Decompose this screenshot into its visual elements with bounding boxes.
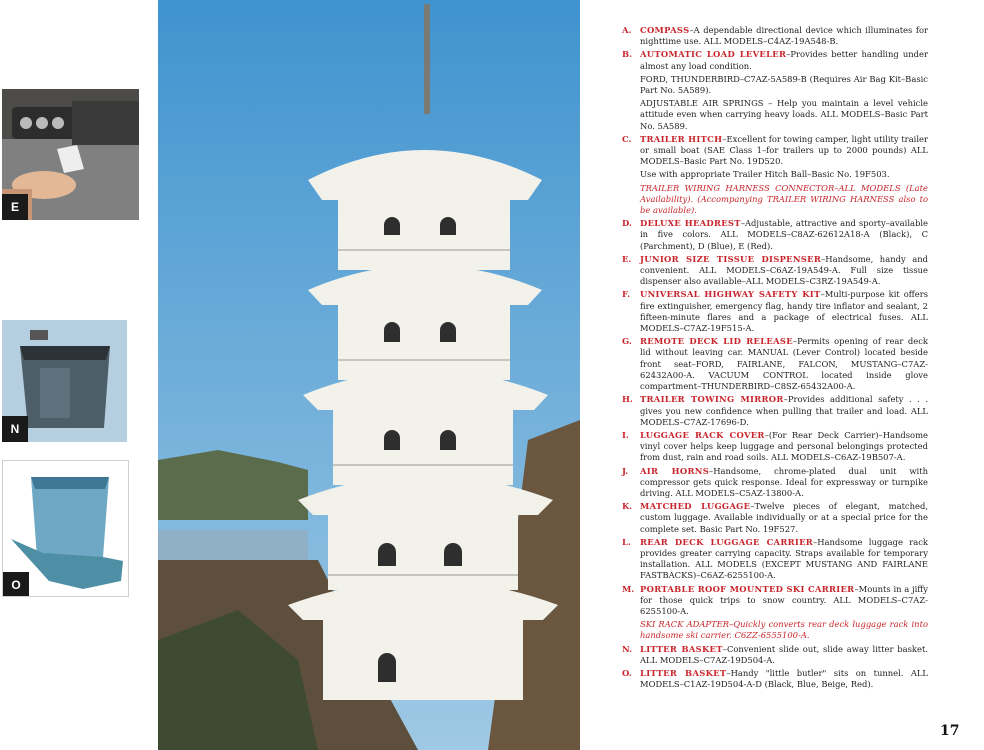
entry-title: JUNIOR SIZE TISSUE DISPENSER [640, 253, 822, 264]
accessory-list [622, 25, 928, 692]
accessory-entry [622, 584, 928, 642]
entry-title: AUTOMATIC LOAD LEVELER [640, 49, 787, 60]
entry-title: LUGGAGE RACK COVER [640, 429, 765, 440]
accessory-entry [622, 644, 928, 666]
entry-description: –Provides better handling under almost any load condition. [640, 49, 928, 71]
entry-description: –Convenient slide out, slide away litter basket. ALL MODELS–C7AZ-19D504-A. [640, 643, 928, 665]
entry-description: –Mounts in a jiffy for those quick trips to snow country. ALL MODELS–C7AZ-6255100-A. [640, 583, 928, 616]
entry-letter: D. [622, 218, 632, 229]
pagoda-illustration [158, 0, 580, 750]
entry-description: –A dependable directional device which illuminates for nighttime use. ALL MODELS–C4AZ-19A548-B. [640, 25, 928, 47]
entry-title: REMOTE DECK LID RELEASE [640, 336, 793, 347]
accessory-entry [622, 134, 928, 216]
entry-letter: A. [622, 25, 632, 35]
entry-letter: J. [622, 465, 629, 476]
entry-title: LITTER BASKET [640, 667, 727, 678]
accessory-entry [622, 336, 928, 392]
entry-title: AIR HORNS [640, 465, 710, 476]
entry-letter: H. [622, 394, 633, 405]
accessory-entry [622, 501, 928, 535]
accessory-entry [622, 25, 928, 47]
accessory-entry [622, 49, 928, 131]
entry-description: –Permits opening of rear deck lid without leaving car. MANUAL (Lever Control) located beside front seat–FORD, FAIRLANE, FALCON, MUSTANG–C7AZ-62432A00-A. VACUUM CONTROL located inside glove compartment–THUNDERBIRD–C8SZ-65432A00-A. [640, 336, 928, 392]
accessory-entry [622, 218, 928, 252]
entry-title: TRAILER HITCH [640, 133, 723, 144]
photo-pagoda [158, 0, 580, 750]
accessory-entry [622, 668, 928, 690]
entry-description: –(For Rear Deck Carrier)–Handsome vinyl cover helps keep luggage and personal belongings protected from dust, rain and road soils. ALL MODELS–C6AZ-19B507-A. [640, 429, 928, 463]
accessory-entry [622, 394, 928, 428]
photo-litter-basket-tunnel [2, 460, 129, 597]
page-number: 17 [940, 723, 960, 739]
accessory-entry [622, 289, 928, 334]
entry-title: TRAILER TOWING MIRROR [640, 394, 784, 405]
entry-letter: O. [622, 667, 632, 678]
photo-label-o: O [3, 572, 29, 597]
entry-letter: F. [622, 289, 631, 300]
entry-letter: B. [622, 49, 632, 60]
entry-description: –Handsome, chrome-plated dual unit with compressor gets quick response. Ideal for expressway or turnpike driving. ALL MODELS–C5AZ-13800-A. [640, 465, 928, 498]
entry-description: –Handy "little butler" sits on tunnel. ALL MODELS–C1AZ-19D504-A-D (Black, Blue, Beige, Red). [640, 667, 928, 690]
entry-letter: E. [622, 253, 632, 264]
entry-description: –Multi-purpose kit offers fire extinguisher, emergency flag, handy tire inflator and sealant, 2 fifteen-minute flares and a package of electrical fuses. ALL MODELS–C7AZ-19F515-A. [640, 289, 928, 334]
photo-label-n: N [2, 416, 28, 442]
entry-description: –Twelve pieces of elegant, matched, custom luggage. Available individually or at a special price for the complete set. Basic Part No. 19F527. [640, 501, 928, 534]
entry-letter: I. [622, 429, 629, 440]
entry-title: COMPASS [640, 25, 690, 35]
entry-description: –Handsome, handy and convenient. ALL MODELS–C6AZ-19A549-A. Full size tissue dispenser also available–ALL MODELS–C3RZ-19A549-A. [640, 253, 928, 287]
entry-letter: G. [622, 336, 632, 347]
entry-subnote: TRAILER WIRING HARNESS CONNECTOR–ALL MODELS (Late Availability). (Accompanying TRAILER WIRING HARNESS also to be available). [640, 182, 928, 216]
entry-title: LITTER BASKET [640, 643, 723, 654]
entry-subnote: SKI RACK ADAPTER–Quickly converts rear deck luggage rack into handsome ski carrier. C6ZZ-6555100-A. [640, 619, 928, 641]
accessory-entry [622, 254, 928, 288]
photo-litter-basket-slide-out [2, 320, 127, 442]
entry-subnote: ADJUSTABLE AIR SPRINGS – Help you maintain a level vehicle attitude even when carrying heavy loads. ALL MODELS–Basic Part No. 5A589. [640, 98, 928, 131]
entry-letter: M. [622, 583, 635, 594]
entry-title: REAR DECK LUGGAGE CARRIER [640, 536, 814, 547]
entry-description: –Adjustable, attractive and sporty–available in five colors. ALL MODELS–C8AZ-62612A18-A (Black), C (Parchment), D (Blue), E (Red). [640, 218, 928, 251]
entry-description: –Provides additional safety . . . gives you new confidence when pulling that trailer and load. ALL MODELS–C7AZ-17696-D. [640, 394, 928, 427]
entry-letter: N. [622, 643, 633, 654]
entry-letter: L. [622, 536, 631, 547]
entry-description: –Handsome luggage rack provides greater carrying capacity. Straps available for temporary installation. ALL MODELS (EXCEPT MUSTANG AND FAIRLANE FASTBACKS)–C6AZ-6255100-A. [640, 536, 928, 581]
accessory-entry [622, 537, 928, 582]
entry-title: MATCHED LUGGAGE [640, 501, 751, 512]
entry-description: –Excellent for towing camper, light utility trailer or small boat (SAE Class 1–for trailers up to 2000 pounds) ALL MODELS–Basic Part No. 19D520. [640, 133, 928, 167]
entry-title: DELUXE HEADREST [640, 218, 741, 229]
entry-subnote: Use with appropriate Trailer Hitch Ball–Basic No. 19F503. [640, 169, 890, 180]
entry-letter: K. [622, 501, 633, 512]
entry-title: PORTABLE ROOF MOUNTED SKI CARRIER [640, 583, 855, 594]
photo-tissue-dispenser [2, 89, 139, 220]
photo-label-e: E [2, 194, 28, 220]
entry-title: UNIVERSAL HIGHWAY SAFETY KIT [640, 289, 821, 300]
entry-subnote: FORD, THUNDERBIRD–C7AZ-5A589-B (Requires Air Bag Kit–Basic Part No. 5A589). [640, 73, 928, 96]
accessory-entry [622, 430, 928, 464]
entry-letter: C. [622, 133, 632, 144]
accessory-entry [622, 466, 928, 500]
